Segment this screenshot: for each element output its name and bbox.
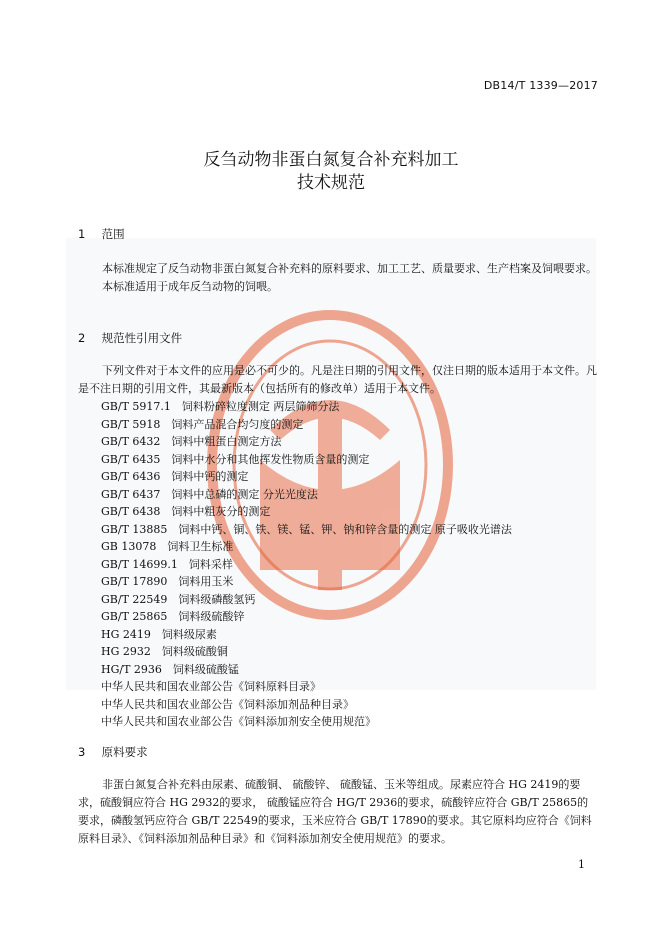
- reference-item: GB/T 22549 饲料级磷酸氢钙: [101, 592, 256, 606]
- reference-item: HG 2932 饲料级硫酸铜: [101, 645, 228, 658]
- section-title: 规范性引用文件: [101, 331, 183, 345]
- section-title: 原料要求: [101, 745, 148, 759]
- page-number: 1: [578, 858, 585, 871]
- reference-list: [101, 398, 512, 731]
- reference-item: GB/T 6437 饲料中总磷的测定 分光光度法: [101, 487, 318, 501]
- document-title-line2: 技术规范: [297, 173, 365, 193]
- section-heading-scope: [78, 226, 125, 242]
- reference-item: GB/T 13885 饲料中钙、铜、铁、镁、锰、钾、钠和锌含量的测定 原子吸收光谱法: [101, 522, 512, 536]
- reference-item: GB/T 6435 饲料中水分和其他挥发性物质含量的测定: [101, 452, 370, 466]
- document-title-line1: 反刍动物非蛋白氮复合补充料加工: [203, 150, 459, 170]
- reference-item: GB/T 6432 饲料中粗蛋白测定方法: [101, 435, 282, 448]
- scope-paragraph-2: 本标准适用于成年反刍动物的饲喂。: [102, 280, 278, 293]
- scope-paragraph-1: 本标准规定了反刍动物非蛋白氮复合补充料的原料要求、加工工艺、质量要求、生产档案及饲喂要求。: [102, 262, 597, 275]
- scope-body: [78, 260, 598, 296]
- reference-item: GB/T 6438 饲料中粗灰分的测定: [101, 505, 271, 518]
- section-heading-materials: [78, 744, 148, 760]
- references-intro: [78, 362, 598, 398]
- materials-body: [78, 776, 598, 848]
- materials-paragraph: 非蛋白氮复合补充料由尿素、硫酸铜、 硫酸锌、 硫酸锰、玉米等组成。尿素应符合 HG 2419的要求，硫酸铜应符合 HG 2932的要求， 硫酸锰应符合 HG/T 2936的要求，硫酸锌应符合 GB/T 25865的要求，磷酸氢钙应符合 GB/T 22549的要求，玉米应符合 GB/T 17890的要求。其它原料均应符合《饲料原料目录》、《饲料添加剂品种目录》和《饲料添加剂安全使用规范》的要求。: [78, 778, 592, 845]
- reference-item: 中华人民共和国农业部公告《饲料添加剂安全使用规范》: [101, 715, 376, 728]
- reference-item: GB/T 5918 饲料产品混合均匀度的测定: [101, 417, 304, 431]
- reference-item: HG/T 2936 饲料级硫酸锰: [101, 662, 239, 676]
- section-title: 范围: [101, 227, 125, 241]
- references-intro-paragraph: 下列文件对于本文件的应用是必不可少的。凡是注日期的引用文件，仅注日期的版本适用于本文件。凡是不注日期的引用文件，其最新版本（包括所有的修改单）适用于本文件。: [78, 364, 597, 395]
- reference-item: GB/T 25865 饲料级硫酸锌: [101, 610, 245, 623]
- section-heading-references: [78, 330, 182, 346]
- section-number: 2: [78, 331, 86, 345]
- reference-item: GB/T 5917.1 饲料粉碎粒度测定 两层筛筛分法: [101, 400, 340, 413]
- reference-item: 中华人民共和国农业部公告《饲料原料目录》: [101, 680, 321, 693]
- reference-item: GB/T 6436 饲料中钙的测定: [101, 470, 249, 483]
- section-number: 1: [78, 227, 86, 241]
- reference-item: HG 2419 饲料级尿素: [101, 627, 217, 641]
- reference-item: GB/T 17890 饲料用玉米: [101, 575, 234, 588]
- reference-item: GB/T 14699.1 饲料采样: [101, 557, 233, 571]
- section-number: 3: [78, 745, 86, 759]
- reference-item: GB 13078 饲料卫生标准: [101, 540, 234, 553]
- document-code: DB14/T 1339—2017: [483, 79, 598, 92]
- reference-item: 中华人民共和国农业部公告《饲料添加剂品种目录》: [101, 697, 354, 711]
